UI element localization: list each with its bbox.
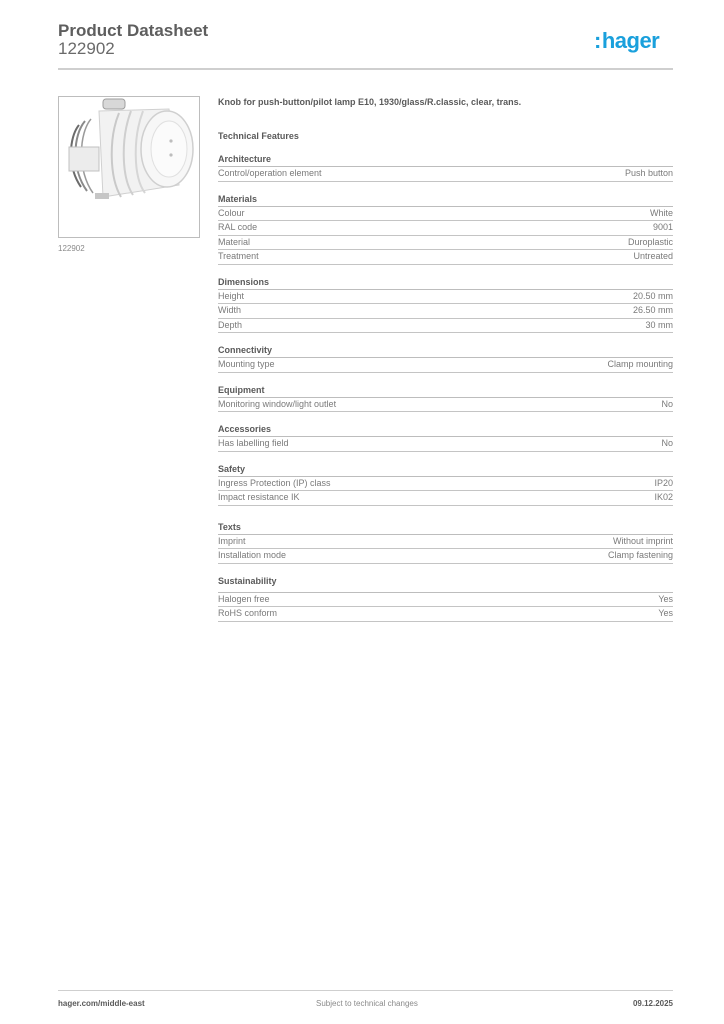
row-label: RAL code — [218, 222, 258, 232]
hager-logo — [594, 28, 659, 54]
section-title: Connectivity — [218, 345, 673, 358]
table-row — [218, 437, 673, 452]
table-row — [218, 236, 673, 251]
row-value: 9001 — [652, 222, 673, 232]
row-value: Duroplastic — [627, 236, 673, 247]
row-value: 20.50 mm — [632, 290, 673, 301]
technical-content — [218, 96, 673, 622]
table-row — [218, 250, 673, 265]
section-title: Dimensions — [218, 277, 673, 290]
row-value: 30 mm — [645, 319, 673, 330]
header-title: Product Datasheet — [58, 21, 209, 40]
section-sustainability — [218, 576, 673, 622]
push-button-knob-icon — [59, 97, 199, 237]
row-value: IK02 — [654, 492, 673, 502]
row-value: Without imprint — [612, 535, 673, 546]
row-value: Untreated — [633, 251, 673, 261]
row-label: Control/operation element — [218, 168, 322, 178]
section-dimensions — [218, 277, 673, 334]
section-title: Safety — [218, 464, 673, 477]
table-row — [218, 549, 673, 564]
technical-features-title: Technical Features — [218, 131, 299, 141]
footer-date: 09.12.2025 — [632, 999, 673, 1008]
row-value: IP20 — [654, 477, 673, 488]
footer-notice: Subject to technical changes — [316, 999, 418, 1008]
table-row — [218, 167, 673, 182]
row-label: Height — [218, 290, 245, 301]
section-title: Architecture — [218, 154, 673, 167]
table-row — [218, 535, 673, 550]
section-title: Texts — [218, 522, 673, 535]
row-label: Impact resistance IK — [218, 492, 300, 502]
header-divider — [58, 68, 673, 70]
section-accessories — [218, 424, 673, 452]
row-label: Imprint — [218, 535, 246, 546]
logo-text: hager — [601, 28, 660, 53]
footer-website-link[interactable]: hager.com/middle-east — [58, 999, 145, 1008]
row-label: Monitoring window/light outlet — [218, 398, 337, 409]
row-label: Halogen free — [218, 593, 270, 604]
section-connectivity — [218, 345, 673, 373]
row-label: Treatment — [218, 251, 259, 261]
row-value: 26.50 mm — [632, 305, 673, 315]
row-label: Colour — [218, 207, 245, 218]
table-row — [218, 319, 673, 334]
section-title: Accessories — [218, 424, 673, 437]
section-texts — [218, 522, 673, 564]
table-row — [218, 290, 673, 305]
product-description: Knob for push-button/pilot lamp E10, 1930/glass/R.classic, clear, trans. — [218, 97, 522, 107]
row-label: Depth — [218, 319, 243, 330]
row-label: Width — [218, 305, 242, 315]
section-title: Materials — [218, 194, 673, 207]
row-value: No — [661, 398, 673, 409]
table-row — [218, 491, 673, 506]
section-equipment — [218, 385, 673, 413]
section-materials — [218, 194, 673, 265]
row-value: No — [661, 438, 673, 448]
section-architecture — [218, 154, 673, 182]
section-title: Sustainability — [218, 576, 673, 593]
row-value: Yes — [658, 608, 673, 618]
row-label: Ingress Protection (IP) class — [218, 477, 331, 488]
image-caption: 122902 — [58, 244, 85, 253]
table-row — [218, 304, 673, 319]
table-row — [218, 221, 673, 236]
table-row — [218, 207, 673, 222]
table-row — [218, 398, 673, 413]
table-row — [218, 607, 673, 622]
section-safety — [218, 464, 673, 506]
table-row — [218, 477, 673, 492]
row-value: Clamp fastening — [607, 550, 673, 560]
table-row — [218, 358, 673, 373]
table-row — [218, 593, 673, 608]
row-value: Yes — [658, 593, 673, 604]
logo-colon: : — [594, 28, 601, 53]
section-title: Equipment — [218, 385, 673, 398]
row-value: Clamp mounting — [607, 359, 673, 369]
row-label: Has labelling field — [218, 438, 289, 448]
row-label: Mounting type — [218, 359, 275, 369]
row-value: Push button — [624, 168, 673, 178]
row-label: RoHS conform — [218, 608, 278, 618]
product-image — [58, 96, 200, 238]
row-value: White — [649, 207, 673, 218]
product-number: 122902 — [58, 39, 115, 58]
row-label: Material — [218, 236, 251, 247]
footer-divider — [58, 990, 673, 991]
row-label: Installation mode — [218, 550, 287, 560]
